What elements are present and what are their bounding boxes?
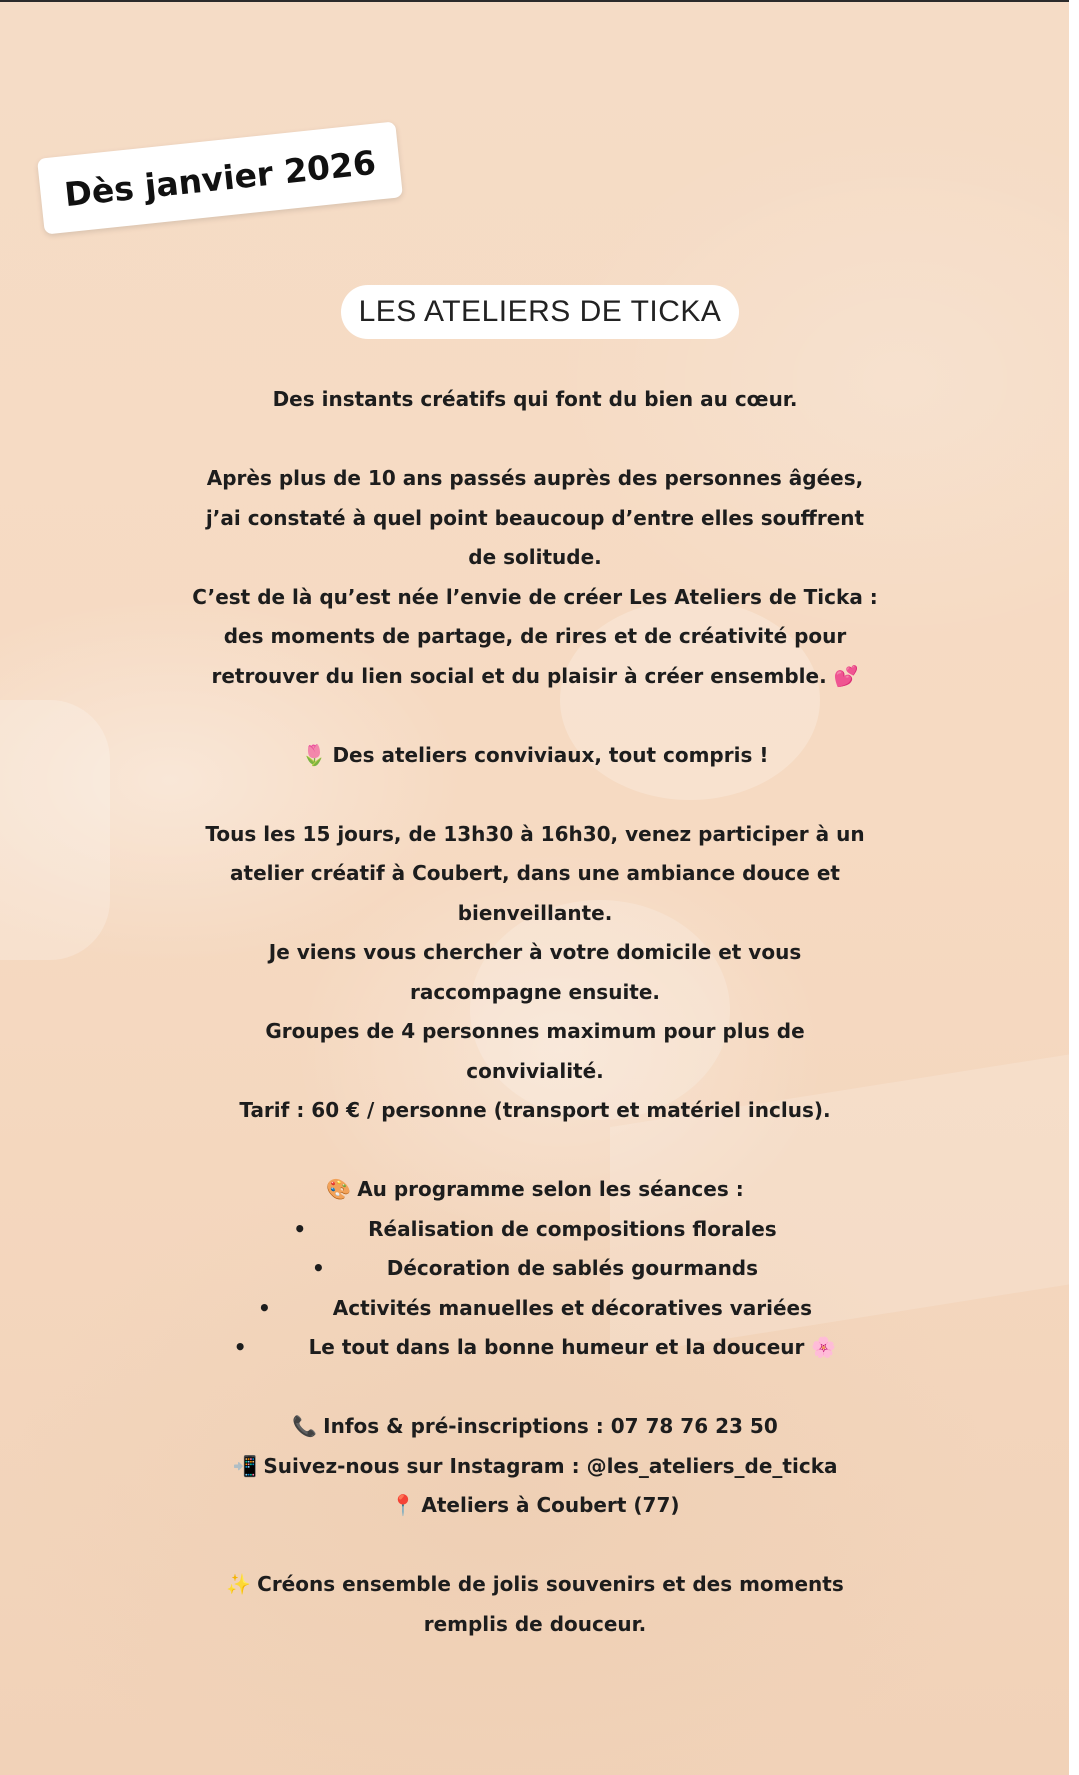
closing-line: remplis de douceur. [423,1611,647,1636]
list-item: • Le tout dans la bonne humeur et la douceur 🌸 [10,1328,1060,1368]
phone-icon: 📞 [292,1414,318,1438]
closing-line: ✨ Créons ensemble de jolis souvenirs et des moments [10,1565,1060,1605]
contact-location: 📍 Ateliers à Coubert (77) [10,1486,1060,1526]
top-edge-line [0,0,1079,2]
contact-phone: 📞 Infos & pré-inscriptions : 07 78 76 23 50 [10,1407,1060,1447]
mobile-arrow-icon: 📲 [232,1453,258,1478]
section-heading: 🌷 Des ateliers conviviaux, tout compris ! [10,736,1060,776]
brand-label: LES ATELIERS DE TICKA [341,285,739,339]
bullet-icon: • [233,1335,247,1359]
details-line: convivialité. [466,1058,604,1083]
tagline: Des instants créatifs qui font du bien au cœur. [272,387,798,411]
program-heading: 🎨 Au programme selon les séances : [10,1170,1060,1210]
intro-line: C’est de là qu’est née l’envie de créer Les Ateliers de Ticka : [192,584,878,609]
price-line: Tarif : 60 € / personne (transport et matériel inclus). [239,1098,831,1122]
pin-icon: 📍 [390,1493,416,1517]
sparkles-icon: ✨ [226,1572,252,1596]
date-sticker: Dès janvier 2026 [37,121,403,234]
intro-line: Après plus de 10 ans passés auprès des personnes âgées, [206,466,864,490]
contact-instagram: 📲 Suivez-nous sur Instagram : @les_ateliers_de_ticka [10,1447,1060,1487]
list-item: • Réalisation de compositions florales [10,1210,1060,1250]
intro-line: j’ai constaté à quel point beaucoup d’entre elles souffrent [205,505,865,530]
tulip-icon: 🌷 [301,742,327,767]
intro-line: des moments de partage, de rires et de créativité pour [223,624,847,648]
list-item: • Activités manuelles et décoratives variées [10,1289,1060,1329]
intro-line: de solitude. [468,545,602,569]
details-line: Groupes de 4 personnes maximum pour plus de [265,1019,805,1043]
details-line: Tous les 15 jours, de 13h30 à 16h30, venez participer à un [205,821,865,846]
bullet-icon: • [293,1216,307,1241]
details-line: atelier créatif à Coubert, dans une ambiance douce et [230,861,840,885]
announcement-text [10,380,1060,1644]
details-line: bienveillante. [457,900,613,925]
bullet-icon: • [257,1295,271,1320]
palette-icon: 🎨 [326,1177,352,1201]
details-line: raccompagne ensuite. [409,979,661,1004]
intro-line: retrouver du lien social et du plaisir à créer ensemble. 💕 [211,663,859,688]
bullet-icon: • [311,1256,325,1280]
details-line: Je viens vous chercher à votre domicile et vous [268,940,802,964]
list-item: • Décoration de sablés gourmands [10,1249,1060,1289]
right-edge-strip [1069,0,1079,1775]
